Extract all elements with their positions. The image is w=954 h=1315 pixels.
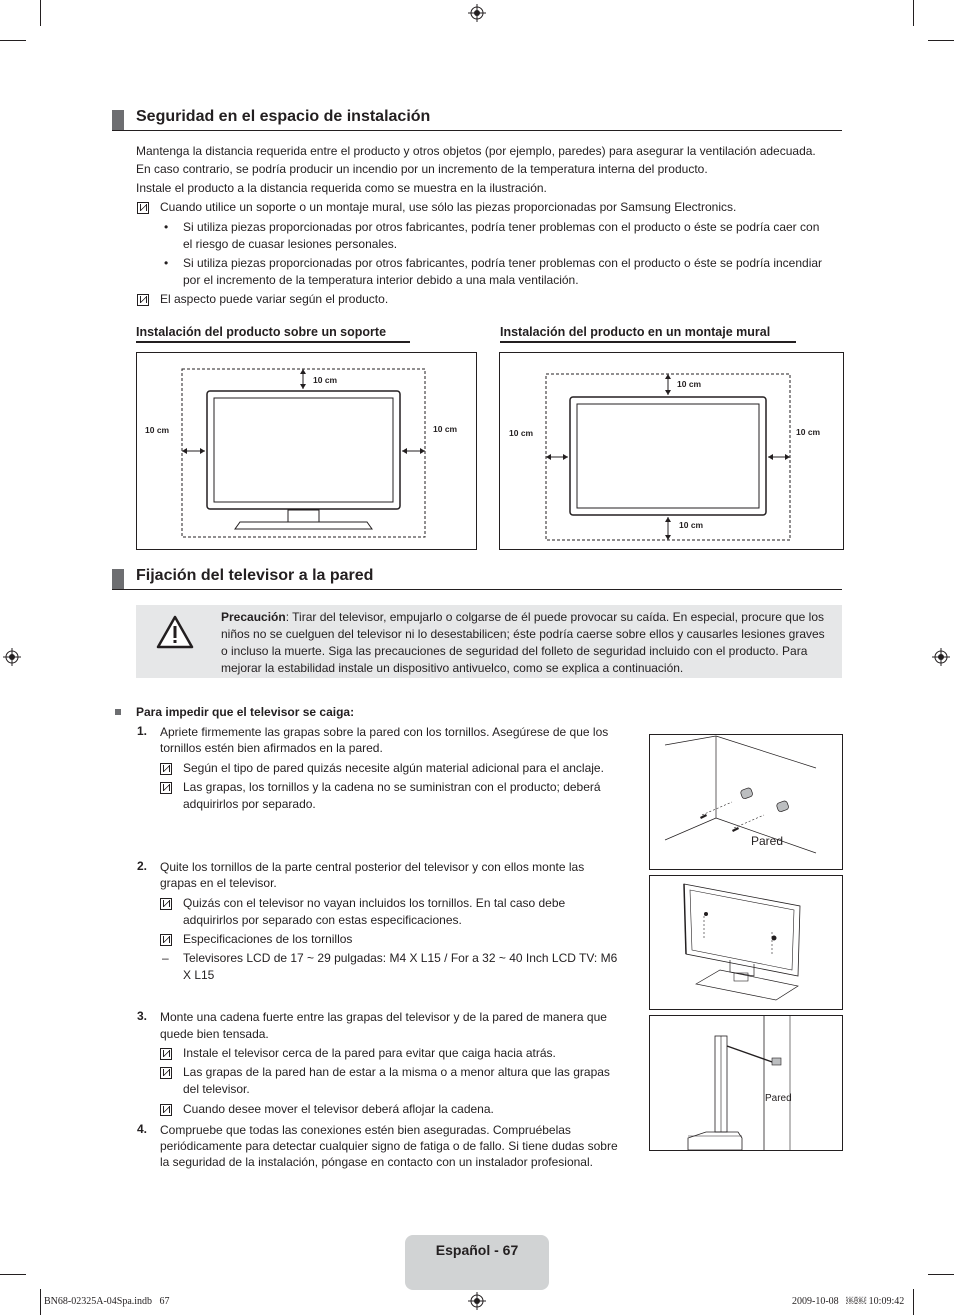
registration-mark-icon <box>468 4 486 22</box>
note-text: Quizás con el televisor no vayan incluidos los tornillos. En tal caso debe <box>183 896 566 910</box>
bullet-text: por el incremento de la temperatura interior debido a una mala ventilación. <box>183 273 579 287</box>
title-bar <box>112 110 124 130</box>
section-title-safety <box>112 110 842 131</box>
note-text: Cuando utilice un soporte o un montaje mural, use sólo las piezas proporcionadas por Samsung Electronics. <box>160 200 737 214</box>
note-text: Especificaciones de los tornillos <box>183 932 353 946</box>
tv-back-illustration <box>649 875 843 1010</box>
crop-mark <box>913 0 914 26</box>
step-text: Compruebe que todas las conexiones estén bien aseguradas. Compruébelas <box>160 1123 571 1137</box>
stand-heading: Instalación del producto sobre un soporte <box>136 325 410 343</box>
tv-back-drawing <box>650 876 842 1009</box>
paragraph: Instale el producto a la distancia requerida como se muestra en la ilustración. <box>136 181 547 195</box>
page-number-tab <box>405 1235 549 1290</box>
distance-label-right: 10 cm <box>433 424 458 434</box>
section-title-text: Seguridad en el espacio de instalación <box>136 108 431 125</box>
bullet-text: el riesgo de cuasar lesiones personales. <box>183 237 398 251</box>
caution-box <box>136 605 842 678</box>
square-bullet-icon <box>115 709 121 715</box>
caution-line: niños no se cuelguen del televisor ni lo desestabilicen; éste podría caerse sobre ellos y causarles lesiones graves <box>221 627 825 641</box>
note-text: Las grapas, los tornillos y la cadena no se suministran con el producto; deberá <box>183 780 601 794</box>
note-text: Según el tipo de pared quizás necesite algún material adicional para el anclaje. <box>183 761 604 775</box>
stand-diagram <box>136 352 477 550</box>
wall-bracket-illustration <box>649 734 843 870</box>
note-text: Cuando desee mover el televisor deberá aflojar la cadena. <box>183 1102 494 1116</box>
step-text: tornillos estén bien afirmados en la pared. <box>160 741 383 755</box>
note-icon <box>160 1048 172 1060</box>
crop-mark <box>928 40 954 41</box>
bullet-char: • <box>164 220 169 234</box>
wall-tv-illustration <box>500 353 843 549</box>
caution-label: Precaución <box>221 610 286 624</box>
caution-line: mejorar la estabilidad instale un dispositivo antivuelco, como se explica a continuación. <box>221 661 684 675</box>
note-text: adquirirlos por separado con estas especificaciones. <box>183 913 462 927</box>
section-title-text: Fijación del televisor a la pared <box>136 567 374 584</box>
dash-char: – <box>162 951 169 965</box>
note-icon <box>160 934 172 946</box>
prevent-heading: Para impedir que el televisor se caiga: <box>136 705 355 719</box>
paragraph: Mantenga la distancia requerida entre el producto y otros objetos (por ejemplo, paredes) para asegurar la ventilación adecuada. <box>136 144 816 158</box>
crop-mark <box>0 40 26 41</box>
crop-mark <box>0 1274 26 1275</box>
file-info: BN68-02325A-04Spa.indb 67 <box>44 1296 170 1307</box>
step-number: 4. <box>137 1122 148 1136</box>
wall-mount-diagram <box>499 352 844 550</box>
crop-mark <box>40 0 41 26</box>
warning-triangle-icon <box>156 615 194 649</box>
bullet-text: Si utiliza piezas proporcionadas por otros fabricantes, podría tener problemas con el producto o éste se podría incendiar <box>183 256 823 270</box>
step-number: 3. <box>137 1009 148 1023</box>
title-bar <box>112 569 124 589</box>
note-text: El aspecto puede variar según el producto. <box>160 292 389 306</box>
distance-label-bottom: 10 cm <box>679 520 704 530</box>
wall-mount-heading: Instalación del producto en un montaje mural <box>500 325 796 343</box>
note-text: del televisor. <box>183 1082 250 1096</box>
side-view-drawing <box>650 1016 842 1150</box>
step-text: quede bien tensada. <box>160 1027 269 1041</box>
caution-line: o incluso la muerte. Siga las precauciones de seguridad del folleto de seguridad incluido con el producto. Para <box>221 644 808 658</box>
note-icon <box>160 1067 172 1079</box>
step-number: 1. <box>137 724 148 738</box>
step-text: Quite los tornillos de la parte central posterior del televisor y con ellos monte las <box>160 860 585 874</box>
paragraph: En caso contrario, se podría producir un incendio por un incremento de la temperatura interna del producto. <box>136 162 708 176</box>
timestamp: 2009-10-08 ￼￼ 10:09:42 <box>792 1296 905 1307</box>
step-text: grapas en el televisor. <box>160 876 277 890</box>
page-number: Español - 67 <box>435 1242 519 1258</box>
note-text: adquirirlos por separado. <box>183 797 316 811</box>
note-icon <box>160 782 172 794</box>
note-icon <box>137 294 149 306</box>
distance-label-top: 10 cm <box>677 379 702 389</box>
registration-mark-icon <box>932 648 950 666</box>
registration-mark-icon <box>468 1292 486 1310</box>
dash-text: Televisores LCD de 17 ~ 29 pulgadas: M4 X L15 / For a 32 ~ 40 Inch LCD TV: M6 <box>183 951 618 965</box>
wall-label: Pared <box>751 834 784 848</box>
note-text: Las grapas de la pared han de estar a la misma o a menor altura que las grapas <box>183 1065 610 1079</box>
stand-tv-illustration <box>137 353 476 549</box>
note-icon <box>160 763 172 775</box>
distance-label-left: 10 cm <box>145 425 170 435</box>
bullet-char: • <box>164 256 169 270</box>
note-icon <box>160 1104 172 1116</box>
crop-mark <box>913 1289 914 1315</box>
distance-label-left: 10 cm <box>509 428 534 438</box>
step-text: Apriete firmemente las grapas sobre la pared con los tornillos. Asegúrese de que los <box>160 725 609 739</box>
wall-label: Pared <box>765 1093 792 1104</box>
step-number: 2. <box>137 859 148 873</box>
step-text: la seguridad de la instalación, póngase en contacto con un instalador profesional. <box>160 1155 593 1169</box>
note-text: Instale el televisor cerca de la pared para evitar que caiga hacia atrás. <box>183 1046 556 1060</box>
registration-mark-icon <box>3 648 21 666</box>
distance-label-top: 10 cm <box>313 375 338 385</box>
crop-mark <box>40 1289 41 1315</box>
distance-label-right: 10 cm <box>796 427 821 437</box>
bullet-text: Si utiliza piezas proporcionadas por otros fabricantes, podría tener problemas con el producto o éste se podría caer con <box>183 220 820 234</box>
dash-text: X L15 <box>183 968 215 982</box>
section-title-wall-fixing <box>112 569 842 590</box>
caution-text <box>221 609 841 677</box>
step-text: periódicamente para detectar cualquier signo de fatiga o de fallo. Si tiene dudas sobre <box>160 1139 618 1153</box>
wall-corner-drawing <box>650 735 842 869</box>
crop-mark <box>928 1274 954 1275</box>
note-icon <box>160 898 172 910</box>
step-text: Monte una cadena fuerte entre las grapas del televisor y de la pared de manera que <box>160 1010 607 1024</box>
side-view-illustration <box>649 1015 843 1151</box>
note-icon <box>137 202 149 214</box>
caution-line: : Tirar del televisor, empujarlo o colgarse de él puede provocar su caída. En especial, procure que los <box>285 610 825 624</box>
